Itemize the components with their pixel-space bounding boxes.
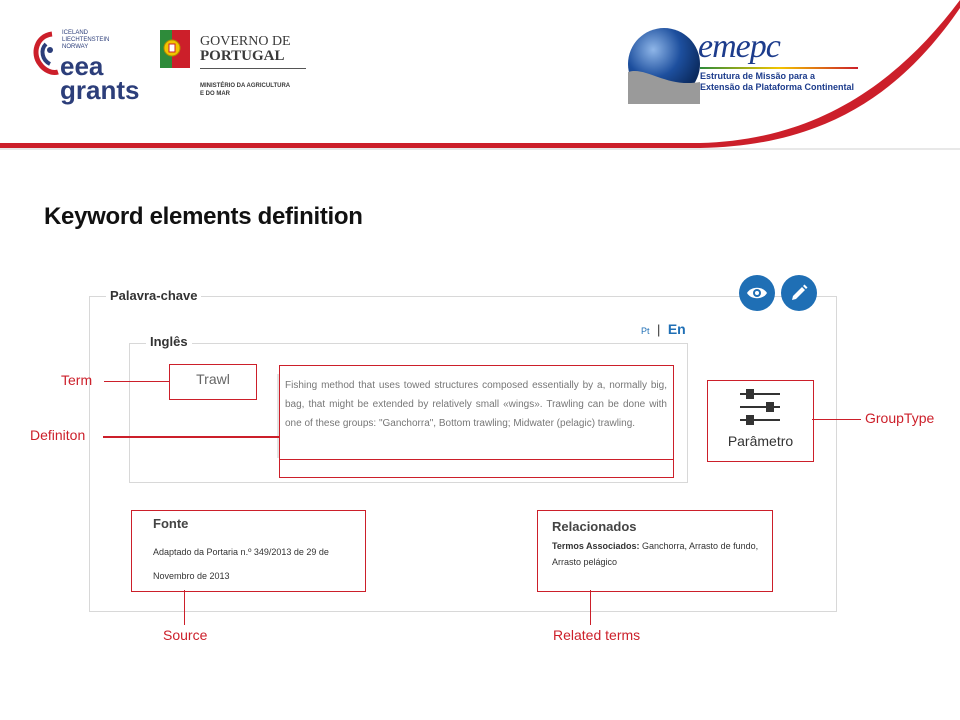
slide-title: Keyword elements definition [44, 203, 363, 230]
view-button[interactable] [739, 275, 775, 311]
pencil-icon [790, 284, 808, 302]
definition-box [279, 365, 674, 478]
eea-country-liechtenstein: LIECHTENSTEIN [62, 37, 110, 43]
header-swoosh [0, 0, 960, 160]
sliders-icon [738, 387, 782, 425]
eea-logo-word-1: eea [60, 51, 104, 81]
eea-logo-word-2: grants [60, 75, 140, 105]
emepc-wordmark: emepc [698, 28, 780, 65]
annotation-term-line [104, 381, 169, 382]
annotation-definition-line [103, 436, 279, 438]
definition-scroll-edge [277, 374, 279, 458]
eye-icon [746, 285, 768, 301]
annotation-source: Source [163, 627, 208, 643]
term-box [169, 364, 257, 400]
annotation-grouptype-line [812, 419, 861, 420]
lang-en-link[interactable]: En [667, 321, 686, 337]
definition-box-divider [279, 459, 674, 460]
lang-pt-link[interactable]: Pt [641, 326, 650, 336]
group-type-box [707, 380, 814, 462]
annotation-term: Term [61, 372, 93, 388]
related-title: Relacionados [552, 519, 637, 534]
source-text: Adaptado da Portaria n.º 349/2013 de 29 de Novembro de 2013 [153, 547, 329, 581]
annotation-related: Related terms [553, 627, 641, 643]
edit-button[interactable] [781, 275, 817, 311]
related-label: Termos Associados: [552, 541, 640, 551]
language-switch [641, 321, 686, 339]
gov-line-2: PORTUGAL [200, 48, 285, 64]
source-title: Fonte [153, 516, 189, 531]
eea-country-iceland: ICELAND [62, 30, 89, 36]
lang-separator: | [656, 322, 661, 337]
annotation-related-line [590, 590, 591, 625]
annotation-grouptype: GroupType [865, 410, 935, 426]
source-box [131, 510, 366, 592]
term-value: Trawl [196, 371, 230, 387]
gov-ministry-1: MINISTÉRIO DA AGRICULTURA [200, 83, 291, 89]
gov-ministry-2: E DO MAR [200, 91, 230, 97]
language-legend: Inglês [146, 334, 192, 349]
eea-country-norway: NORWAY [62, 44, 89, 50]
annotation-source-line [184, 590, 185, 625]
related-box [537, 510, 773, 592]
emepc-subtitle-1: Estrutura de Missão para a [700, 71, 816, 81]
group-type-value: Parâmetro [727, 433, 794, 449]
annotation-definition: Definiton [30, 427, 86, 443]
definition-text: Fishing method that uses towed structures composed essentially by a, normally big, bag, that might be extended by relatively small «wings». Trawling can be done with one of these groups: "Ganchorra", Bottom trawling; Midwater (pelagic) trawling. [285, 380, 667, 429]
emepc-subtitle-2: Extensão da Plataforma Continental [700, 82, 855, 92]
related-terms: Ganchorra, Arrasto de fundo, Arrasto pelágico [552, 541, 759, 567]
related-text-block [552, 538, 764, 570]
panel-legend: Palavra-chave [106, 288, 201, 303]
gov-line-1: GOVERNO DE [200, 34, 291, 49]
